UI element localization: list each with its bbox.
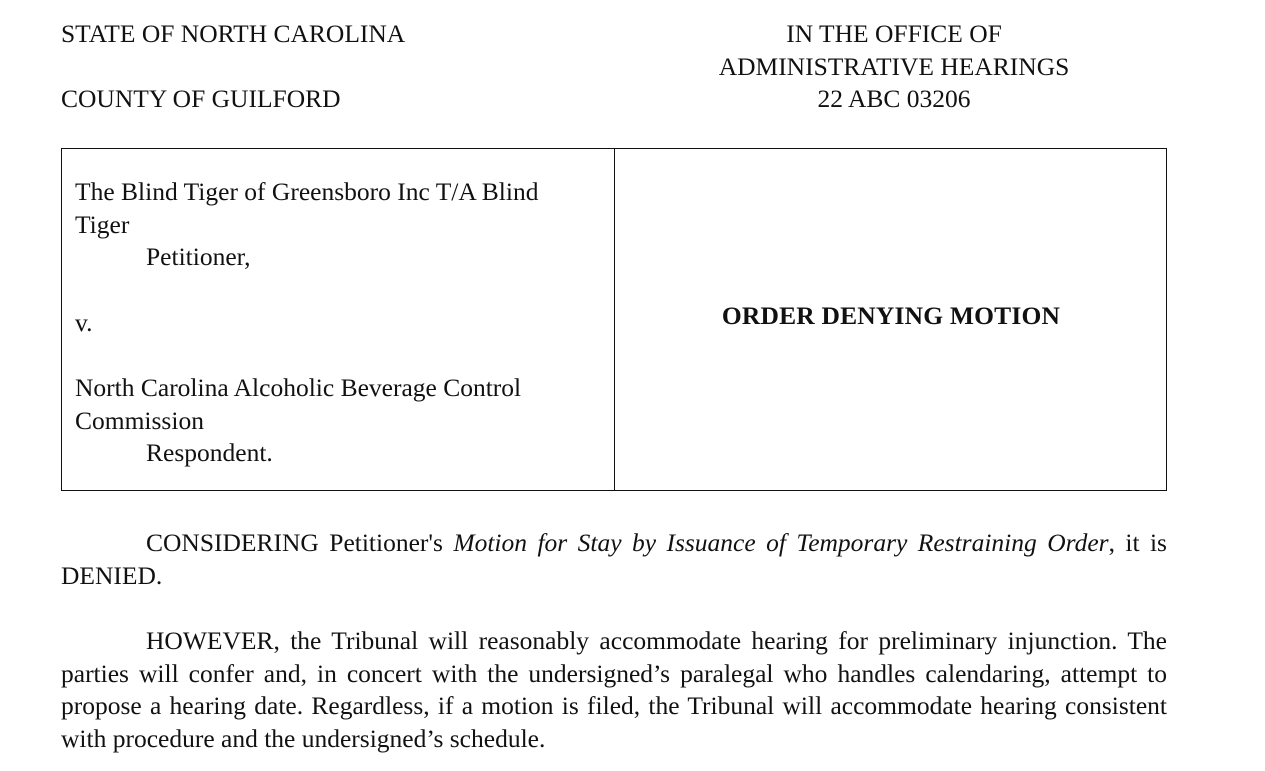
parties-cell [75, 176, 605, 470]
paragraph-however [61, 625, 1167, 755]
state-heading: STATE OF NORTH CAROLINA [61, 19, 406, 48]
office-line-2: ADMINISTRATIVE HEARINGS [718, 51, 1070, 81]
office-line-1: IN THE OFFICE OF [786, 19, 1002, 48]
p2-text: HOWEVER, the Tribunal will reasonably accommodate hearing for preliminary injunction. The parties will confer and, in concert with the undersigned’s paralegal who handles calendaring, attempt to propose a hearing date. Regardless, if a motion is filed, the Tribunal will accommodate hearing consistent with procedure and the undersigned’s schedule. [61, 626, 1167, 753]
respondent-name-line-2: Commission [75, 405, 204, 435]
paragraph-considering [61, 527, 1167, 592]
respondent-name-line-1: North Carolina Alcoholic Beverage Control [75, 373, 522, 402]
petitioner-name-line-1: The Blind Tiger of Greensboro Inc T/A Blind [75, 177, 539, 206]
order-title: ORDER DENYING MOTION [721, 301, 1061, 330]
case-number: 22 ABC 03206 [817, 84, 971, 113]
petitioner-role: Petitioner, [146, 242, 251, 271]
versus-label: v. [75, 307, 93, 337]
respondent-role: Respondent. [146, 438, 273, 467]
case-caption-table [61, 148, 1167, 491]
motion-title: Motion for Stay by Issuance of Temporary Restraining Order [453, 528, 1109, 557]
p1-tail-text: , it is DENIED. [61, 528, 1167, 590]
county-heading: COUNTY OF GUILFORD [61, 84, 341, 113]
office-heading [690, 18, 1098, 116]
caption-divider [614, 149, 615, 490]
petitioner-name-line-2: Tiger [75, 209, 130, 239]
p1-lead-text: CONSIDERING Petitioner's [146, 528, 454, 557]
